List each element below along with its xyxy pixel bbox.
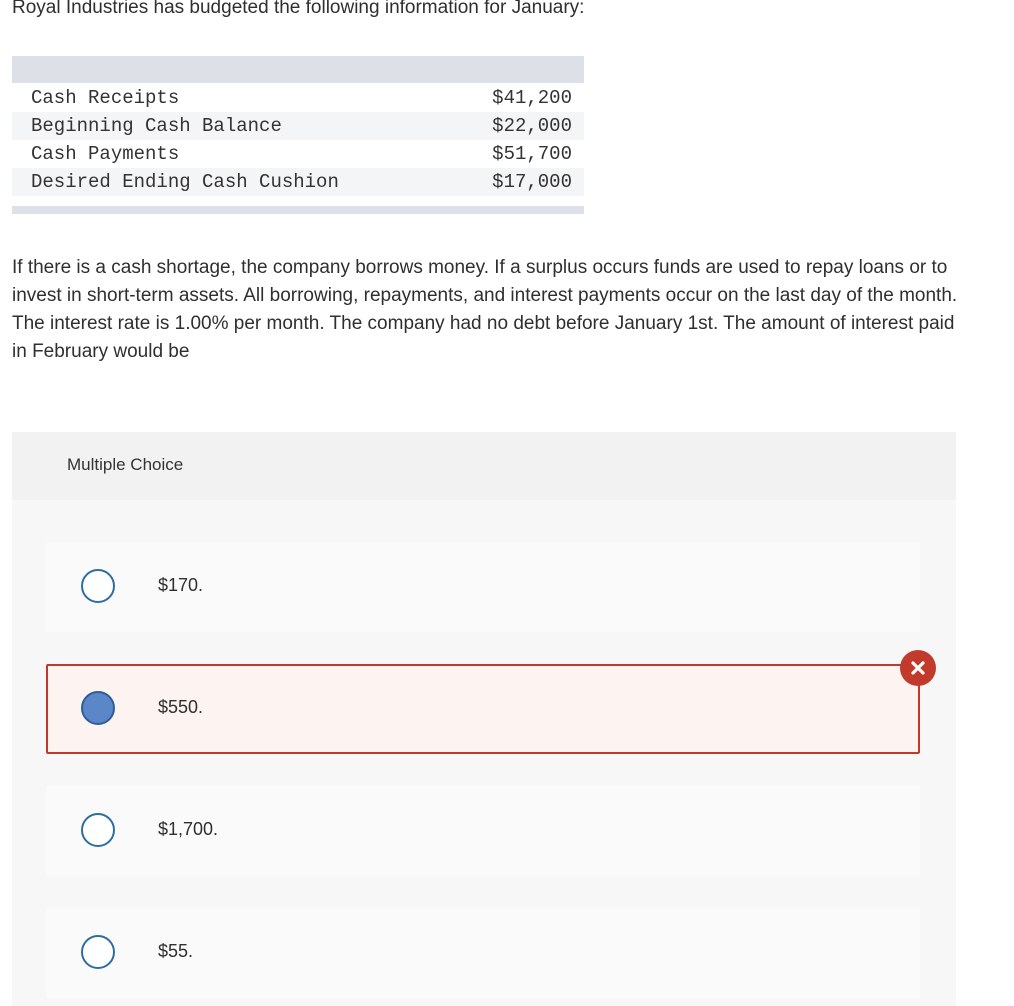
multiple-choice-title: Multiple Choice [67, 455, 184, 474]
budget-data-table [12, 56, 584, 214]
incorrect-x-icon [900, 650, 936, 686]
radio-button[interactable] [81, 569, 115, 603]
radio-button-selected[interactable] [81, 691, 115, 725]
answer-option-2[interactable] [46, 664, 920, 754]
row-label: Cash Receipts [31, 87, 180, 109]
multiple-choice-header [12, 432, 956, 500]
problem-intro: Royal Industries has budgeted the following information for January: [12, 0, 585, 18]
table-bottom-bar [12, 206, 584, 214]
row-label: Cash Payments [31, 143, 180, 165]
table-row [12, 112, 584, 140]
radio-button[interactable] [81, 813, 115, 847]
row-value: $41,200 [492, 87, 572, 109]
table-top-bar [12, 56, 584, 83]
x-mark-icon [910, 660, 926, 676]
answer-option-3[interactable] [46, 786, 920, 876]
option-label: $550. [158, 697, 204, 717]
row-value: $22,000 [492, 115, 572, 137]
table-row [12, 140, 584, 168]
radio-button[interactable] [81, 935, 115, 969]
multiple-choice-panel [12, 432, 956, 1006]
answer-option-4[interactable] [46, 908, 920, 998]
row-label: Desired Ending Cash Cushion [31, 171, 339, 193]
row-value: $17,000 [492, 171, 572, 193]
answer-option-1[interactable] [46, 542, 920, 632]
row-label: Beginning Cash Balance [31, 115, 282, 137]
table-row [12, 168, 584, 196]
option-label: $170. [158, 575, 204, 595]
question-text: If there is a cash shortage, the company borrows money. If a surplus occurs funds are used to repay loans or to invest in short-term assets. All borrowing, repayments, and interest payments occur on the last day of the month. The interest rate is 1.00% per month. The company had no debt before January 1st. The amount of interest paid in February would be [12, 257, 958, 362]
table-row [12, 84, 584, 112]
option-label: $1,700. [158, 819, 219, 839]
option-label: $55. [158, 941, 194, 961]
row-value: $51,700 [492, 143, 572, 165]
